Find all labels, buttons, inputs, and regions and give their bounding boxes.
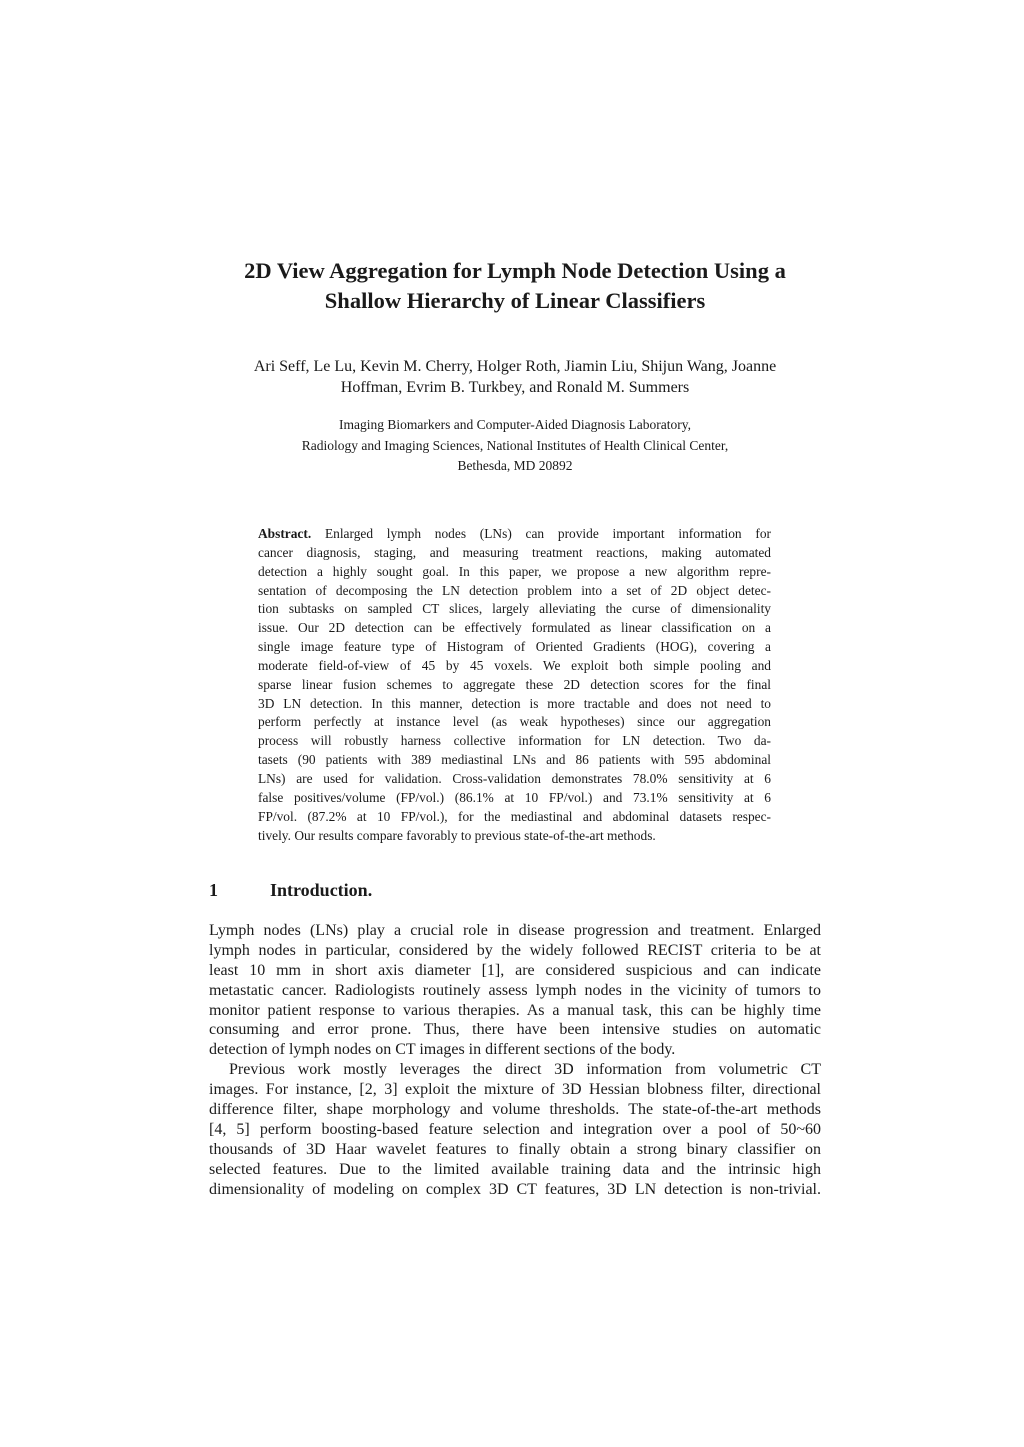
abstract-line: process will robustly harness collective information for LN detection. Two da- (258, 733, 771, 749)
body-line: lymph nodes in particular, considered by the widely followed RECIST criteria to be at (209, 941, 821, 959)
body-line: Previous work mostly leverages the direct 3D information from volumetric CT (229, 1061, 821, 1079)
abstract-line: LNs) are used for validation. Cross-validation demonstrates 78.0% sensitivity at 6 (258, 770, 771, 786)
abstract-line (258, 525, 771, 544)
body-line: detection of lymph nodes on CT images in different sections of the body. (209, 1041, 676, 1059)
section-heading-introduction (209, 878, 821, 902)
abstract-line: sentation of decomposing the LN detection problem into a set of 2D object detec- (258, 582, 771, 598)
affiliation-line: Bethesda, MD 20892 (457, 458, 573, 473)
body-line: Lymph nodes (LNs) play a crucial role in disease progression and treatment. Enlarged (209, 922, 821, 939)
section-number: 1 (209, 880, 218, 900)
abstract (258, 525, 771, 845)
body-line: monitor patient response to various therapies. As a manual task, this can be highly time (209, 1001, 821, 1019)
body-line: selected features. Due to the limited available training data and the intrinsic high (209, 1160, 821, 1178)
body-line: dimensionality of modeling on complex 3D CT features, 3D LN detection is non-trivial. (209, 1180, 821, 1198)
abstract-line: 3D LN detection. In this manner, detection is more tractable and does not need to (258, 695, 771, 711)
author-line: Ari Seff, Le Lu, Kevin M. Cherry, Holger Roth, Jiamin Liu, Shijun Wang, Joanne (253, 358, 777, 375)
section-title: Introduction. (270, 880, 373, 900)
abstract-line: perform perfectly at instance level (as weak hypotheses) since our aggregation (258, 714, 771, 730)
abstract-line: issue. Our 2D detection can be effectively formulated as linear classification on a (258, 620, 771, 636)
affiliation-line: Radiology and Imaging Sciences, National Institutes of Health Clinical Center, (301, 437, 729, 453)
abstract-line: cancer diagnosis, staging, and measuring treatment reactions, making automated (258, 544, 771, 560)
abstract-line: tion subtasks on sampled CT slices, largely alleviating the curse of dimensionality (258, 601, 771, 617)
author-line: Hoffman, Evrim B. Turkbey, and Ronald M. Summers (340, 378, 690, 396)
body-line: metastatic cancer. Radiologists routinely assess lymph nodes in the vicinity of tumors to (209, 981, 821, 999)
abstract-line: sparse linear fusion schemes to aggregate these 2D detection scores for the final (258, 676, 771, 692)
author-list (150, 357, 880, 398)
affiliation-line: Imaging Biomarkers and Computer-Aided Diagnosis Laboratory, (338, 417, 692, 432)
abstract-line: FP/vol. (87.2% at 10 FP/vol.), for the mediastinal and abdominal datasets respec- (258, 808, 771, 824)
body-line: difference filter, shape morphology and volume thresholds. The state-of-the-art methods (209, 1101, 821, 1119)
introduction-body (209, 921, 821, 1199)
abstract-line: false positives/volume (FP/vol.) (86.1% at 10 FP/vol.) and 73.1% sensitivity at 6 (258, 789, 771, 805)
affiliation (150, 415, 880, 477)
abstract-line: moderate field-of-view of 45 by 45 voxels. We exploit both simple pooling and (258, 657, 771, 673)
title-line: 2D View Aggregation for Lymph Node Detection Using a (244, 258, 786, 283)
title-line: Shallow Hierarchy of Linear Classifiers (324, 288, 706, 313)
body-line: least 10 mm in short axis diameter [1], are considered suspicious and can indicate (209, 961, 821, 979)
abstract-line: single image feature type of Histogram of Oriented Gradients (HOG), covering a (258, 639, 771, 655)
abstract-label: Abstract. (258, 526, 312, 541)
body-line: thousands of 3D Haar wavelet features to finally obtain a strong binary classifier on (209, 1140, 821, 1158)
abstract-line: tasets (90 patients with 389 mediastinal LNs and 86 patients with 595 abdominal (258, 752, 771, 768)
body-line: images. For instance, [2, 3] exploit the mixture of 3D Hessian blobness filter, directional (209, 1081, 821, 1099)
abstract-first-line: Enlarged lymph nodes (LNs) can provide important information for (324, 526, 771, 541)
paper-title (150, 256, 880, 316)
body-line: consuming and error prone. Thus, there have been intensive studies on automatic (209, 1021, 821, 1039)
abstract-line: detection a highly sought goal. In this paper, we propose a new algorithm repre- (258, 563, 771, 579)
body-line: [4, 5] perform boosting-based feature selection and integration over a pool of 50~60 (209, 1120, 821, 1138)
abstract-line: tively. Our results compare favorably to previous state-of-the-art methods. (258, 827, 656, 843)
